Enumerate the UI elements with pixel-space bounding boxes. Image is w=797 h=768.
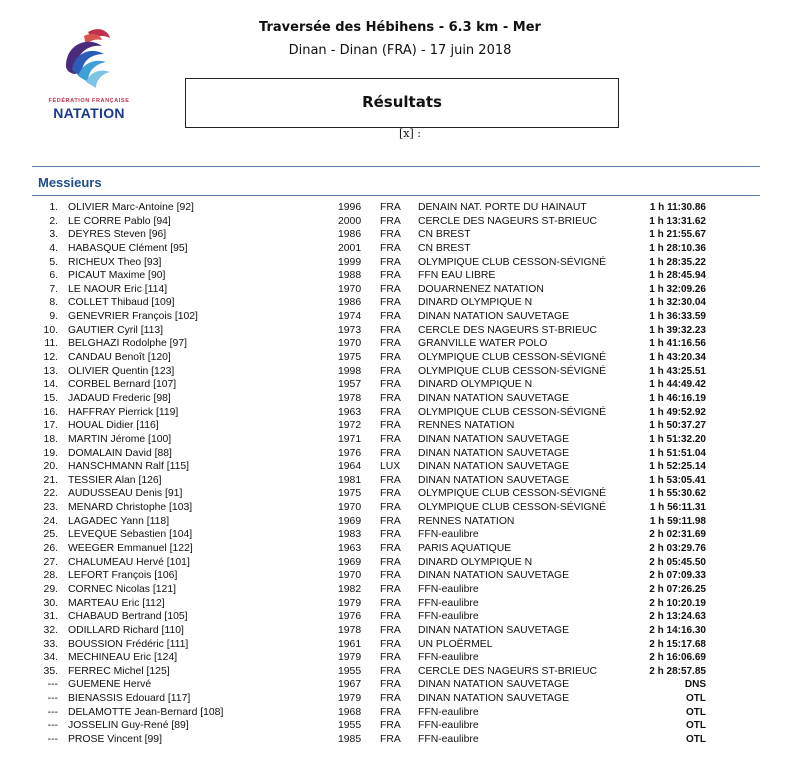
result-row <box>0 242 797 256</box>
result-name: HAFFRAY Pierrick [119] <box>68 406 179 418</box>
result-rank: 25. <box>43 529 58 541</box>
result-nationality: FRA <box>380 283 401 295</box>
result-row <box>0 215 797 229</box>
result-time: 2 h 15:17.68 <box>649 638 706 650</box>
result-year: 1970 <box>338 570 362 582</box>
result-row <box>0 283 797 297</box>
result-name: OLIVIER Quentin [123] <box>68 365 175 377</box>
result-nationality: FRA <box>380 733 401 745</box>
result-row <box>0 419 797 433</box>
result-rank: 31. <box>43 611 58 623</box>
result-rank: 24. <box>43 515 58 527</box>
result-club: RENNES NATATION <box>418 420 515 432</box>
result-time: 1 h 50:37.27 <box>649 420 706 432</box>
result-time: 2 h 28:57.85 <box>649 665 706 677</box>
result-time: 1 h 28:35.22 <box>649 256 706 268</box>
result-year: 1975 <box>338 488 362 500</box>
result-club: FFN-eaulibre <box>418 720 479 732</box>
result-rank: --- <box>47 720 58 732</box>
result-club: FFN-eaulibre <box>418 583 479 595</box>
result-row <box>0 201 797 215</box>
result-nationality: FRA <box>380 297 401 309</box>
result-row <box>0 474 797 488</box>
result-name: LEVEQUE Sebastien [104] <box>68 529 193 541</box>
result-time: 1 h 53:05.41 <box>649 474 706 486</box>
result-name: LE CORRE Pablo [94] <box>68 215 171 227</box>
result-rank: 28. <box>43 570 58 582</box>
result-club: RENNES NATATION <box>418 515 515 527</box>
result-rank: 1. <box>49 202 58 213</box>
result-club: FFN-eaulibre <box>418 597 479 609</box>
result-name: MARTEAU Eric [112] <box>68 597 165 609</box>
result-name: GUEMENE Hervé <box>68 679 152 691</box>
result-year: 1979 <box>338 597 362 609</box>
result-year: 1955 <box>338 665 362 677</box>
result-time: 1 h 11:30.86 <box>649 202 706 213</box>
result-nationality: FRA <box>380 597 401 609</box>
result-time: 1 h 51:51.04 <box>649 447 706 459</box>
result-club: CN BREST <box>418 229 471 241</box>
result-name: ODILLARD Richard [110] <box>68 624 184 636</box>
result-year: 1996 <box>338 202 362 213</box>
result-rank: 29. <box>43 583 58 595</box>
result-rank: 6. <box>49 270 58 282</box>
result-rank: 27. <box>43 556 58 568</box>
result-club: DINARD OLYMPIQUE N <box>418 379 533 391</box>
result-name: HANSCHMANN Ralf [115] <box>68 461 190 473</box>
results-list <box>0 201 797 747</box>
result-row <box>0 433 797 447</box>
ffn-emblem-icon <box>58 26 120 96</box>
result-year: 1968 <box>338 706 362 718</box>
result-name: CANDAU Benoît [120] <box>68 352 171 364</box>
result-club: CERCLE DES NAGEURS ST-BRIEUC <box>418 665 597 677</box>
result-row <box>0 528 797 542</box>
result-name: FERREC Michel [125] <box>68 665 170 677</box>
result-name: BIENASSIS Edouard [117] <box>68 693 191 705</box>
result-nationality: FRA <box>380 611 401 623</box>
result-nationality: FRA <box>380 529 401 541</box>
result-year: 1961 <box>338 638 362 650</box>
result-nationality: FRA <box>380 665 401 677</box>
result-row <box>0 324 797 338</box>
result-row <box>0 365 797 379</box>
result-rank: --- <box>47 706 58 718</box>
result-name: COLLET Thibaud [109] <box>68 297 175 309</box>
result-time: 1 h 41:16.56 <box>649 338 706 350</box>
result-rank: 23. <box>43 502 58 514</box>
result-year: 1986 <box>338 229 362 241</box>
result-rank: 16. <box>43 406 58 418</box>
result-rank: 15. <box>43 392 58 404</box>
result-club: DINAN NATATION SAUVETAGE <box>418 433 570 445</box>
result-time: 2 h 05:45.50 <box>649 556 706 568</box>
result-nationality: FRA <box>380 406 401 418</box>
result-nationality: FRA <box>380 202 401 213</box>
result-rank: --- <box>47 679 58 691</box>
result-year: 1978 <box>338 624 362 636</box>
result-nationality: FRA <box>380 215 401 227</box>
result-year: 1988 <box>338 270 362 282</box>
result-time: 1 h 52:25.14 <box>649 461 706 473</box>
result-row <box>0 678 797 692</box>
result-name: MARTIN Jérome [100] <box>68 433 172 445</box>
result-club: PARIS AQUATIQUE <box>418 543 512 555</box>
result-year: 1955 <box>338 720 362 732</box>
result-time: OTL <box>686 720 706 732</box>
result-time: 1 h 36:33.59 <box>649 311 706 323</box>
result-nationality: FRA <box>380 652 401 664</box>
result-year: 1972 <box>338 420 362 432</box>
result-name: JOSSELIN Guy-René [89] <box>68 720 189 732</box>
result-club: DOUARNENEZ NATATION <box>418 283 544 295</box>
result-time: 2 h 07:26.25 <box>649 583 706 595</box>
result-club: DINAN NATATION SAUVETAGE <box>418 679 570 691</box>
result-club: OLYMPIQUE CLUB CESSON-SÉVIGNÉ <box>418 488 607 500</box>
result-row <box>0 651 797 665</box>
result-year: 1963 <box>338 543 362 555</box>
result-club: OLYMPIQUE CLUB CESSON-SÉVIGNÉ <box>418 256 607 268</box>
result-nationality: FRA <box>380 270 401 282</box>
result-name: LAGADEC Yann [118] <box>68 515 170 527</box>
result-rank: 9. <box>49 311 58 323</box>
result-rank: 5. <box>49 256 58 268</box>
result-row <box>0 706 797 720</box>
result-time: DNS <box>684 679 706 691</box>
result-time: 1 h 13:31.62 <box>649 215 706 227</box>
result-rank: 21. <box>43 474 58 486</box>
result-time: 1 h 49:52.92 <box>649 406 706 418</box>
result-name: PICAUT Maxime [90] <box>68 270 166 282</box>
result-row <box>0 542 797 556</box>
result-name: TESSIER Alan [126] <box>68 474 162 486</box>
result-time: 1 h 32:09.26 <box>649 283 706 295</box>
result-year: 1964 <box>338 461 362 473</box>
result-time: 1 h 21:55.67 <box>649 229 706 241</box>
result-row <box>0 406 797 420</box>
result-club: FFN EAU LIBRE <box>418 270 496 282</box>
result-year: 1978 <box>338 392 362 404</box>
result-year: 1970 <box>338 283 362 295</box>
result-rank: 10. <box>43 324 58 336</box>
result-year: 1969 <box>338 515 362 527</box>
result-rank: 4. <box>49 242 58 254</box>
result-time: 2 h 02:31.69 <box>649 529 706 541</box>
result-year: 1970 <box>338 338 362 350</box>
result-club: DENAIN NAT. PORTE DU HAINAUT <box>418 202 587 213</box>
result-year: 1979 <box>338 693 362 705</box>
result-row <box>0 392 797 406</box>
result-rank: 26. <box>43 543 58 555</box>
result-row <box>0 569 797 583</box>
result-nationality: FRA <box>380 638 401 650</box>
result-rank: 3. <box>49 229 58 241</box>
result-nationality: FRA <box>380 229 401 241</box>
result-row <box>0 447 797 461</box>
result-nationality: FRA <box>380 256 401 268</box>
result-name: LE NAOUR Eric [114] <box>68 283 168 295</box>
result-row <box>0 310 797 324</box>
result-nationality: FRA <box>380 474 401 486</box>
result-row <box>0 583 797 597</box>
result-club: DINAN NATATION SAUVETAGE <box>418 392 570 404</box>
result-nationality: FRA <box>380 693 401 705</box>
event-title: Traversée des Hébihens - 6.3 km - Mer <box>259 20 541 35</box>
result-row <box>0 665 797 679</box>
result-year: 2001 <box>338 242 362 254</box>
ffn-logo <box>44 26 134 122</box>
result-nationality: FRA <box>380 447 401 459</box>
result-name: JADAUD Frederic [98] <box>68 392 171 404</box>
result-club: FFN-eaulibre <box>418 706 479 718</box>
event-subtitle: Dinan - Dinan (FRA) - 17 juin 2018 <box>288 43 512 58</box>
divider-section <box>32 195 760 196</box>
result-row <box>0 610 797 624</box>
result-nationality: FRA <box>380 433 401 445</box>
result-club: FFN-eaulibre <box>418 611 479 623</box>
result-club: OLYMPIQUE CLUB CESSON-SÉVIGNÉ <box>418 502 607 514</box>
result-time: OTL <box>686 706 706 718</box>
result-rank: 22. <box>43 488 58 500</box>
result-year: 1985 <box>338 733 362 745</box>
result-nationality: FRA <box>380 379 401 391</box>
result-year: 1979 <box>338 652 362 664</box>
result-year: 1999 <box>338 256 362 268</box>
result-rank: --- <box>47 733 58 745</box>
result-row <box>0 269 797 283</box>
result-time: 2 h 16:06.69 <box>649 652 706 664</box>
result-rank: 14. <box>43 379 58 391</box>
result-rank: 20. <box>43 461 58 473</box>
result-nationality: FRA <box>380 706 401 718</box>
result-time: 1 h 43:25.51 <box>649 365 706 377</box>
result-time: 1 h 56:11.31 <box>649 502 706 514</box>
result-name: CHALUMEAU Hervé [101] <box>68 556 190 568</box>
result-year: 1982 <box>338 583 362 595</box>
result-club: DINARD OLYMPIQUE N <box>418 297 533 309</box>
result-club: OLYMPIQUE CLUB CESSON-SÉVIGNÉ <box>418 365 607 377</box>
result-time: OTL <box>686 693 706 705</box>
result-rank: --- <box>47 693 58 705</box>
result-time: 1 h 32:30.04 <box>649 297 706 309</box>
logo-natation-text: NATATION <box>53 105 125 121</box>
result-time: 2 h 14:16.30 <box>649 624 706 636</box>
result-row <box>0 556 797 570</box>
result-club: CERCLE DES NAGEURS ST-BRIEUC <box>418 215 597 227</box>
result-name: LEFORT François [106] <box>68 570 178 582</box>
result-time: 1 h 51:32.20 <box>649 433 706 445</box>
result-year: 1957 <box>338 379 362 391</box>
results-title-box <box>185 78 619 128</box>
result-time: 1 h 28:45.94 <box>649 270 706 282</box>
result-time: 2 h 03:29.76 <box>649 543 706 555</box>
result-club: FFN-eaulibre <box>418 652 479 664</box>
result-nationality: LUX <box>380 461 401 473</box>
result-nationality: FRA <box>380 488 401 500</box>
result-year: 1976 <box>338 611 362 623</box>
result-name: OLIVIER Marc-Antoine [92] <box>68 202 194 213</box>
result-row <box>0 296 797 310</box>
result-name: RICHEUX Theo [93] <box>68 256 162 268</box>
result-rank: 17. <box>43 420 58 432</box>
legend-text: [x] : <box>399 127 421 140</box>
result-club: DINAN NATATION SAUVETAGE <box>418 474 570 486</box>
result-name: AUDUSSEAU Denis [91] <box>68 488 183 500</box>
result-year: 1967 <box>338 679 362 691</box>
result-time: 2 h 10:20.19 <box>649 597 706 609</box>
result-club: OLYMPIQUE CLUB CESSON-SÉVIGNÉ <box>418 352 607 364</box>
result-nationality: FRA <box>380 352 401 364</box>
result-club: DINAN NATATION SAUVETAGE <box>418 311 570 323</box>
result-club: FFN-eaulibre <box>418 529 479 541</box>
result-name: CORBEL Bernard [107] <box>68 379 177 391</box>
result-rank: 35. <box>43 665 58 677</box>
result-nationality: FRA <box>380 556 401 568</box>
result-time: 2 h 07:09.33 <box>649 570 706 582</box>
result-name: CHABAUD Bertrand [105] <box>68 611 188 623</box>
result-rank: 7. <box>49 283 58 295</box>
result-rank: 30. <box>43 597 58 609</box>
result-year: 1986 <box>338 297 362 309</box>
result-time: 1 h 43:20.34 <box>649 352 706 364</box>
result-row <box>0 487 797 501</box>
result-nationality: FRA <box>380 515 401 527</box>
result-time: 1 h 59:11.98 <box>649 515 706 527</box>
result-time: 1 h 46:16.19 <box>649 392 706 404</box>
result-rank: 12. <box>43 352 58 364</box>
section-heading-messieurs: Messieurs <box>38 175 102 190</box>
result-year: 2000 <box>338 215 362 227</box>
result-nationality: FRA <box>380 338 401 350</box>
result-name: PROSE Vincent [99] <box>68 733 162 745</box>
result-nationality: FRA <box>380 570 401 582</box>
result-rank: 18. <box>43 433 58 445</box>
result-row <box>0 351 797 365</box>
result-time: 1 h 39:32.23 <box>649 324 706 336</box>
result-club: GRANVILLE WATER POLO <box>418 338 548 350</box>
logo-federation-text: FÉDÉRATION FRANÇAISE <box>48 98 130 104</box>
result-year: 1970 <box>338 502 362 514</box>
result-nationality: FRA <box>380 365 401 377</box>
results-heading: Résultats <box>362 93 442 111</box>
result-row <box>0 378 797 392</box>
result-year: 1973 <box>338 324 362 336</box>
result-row <box>0 515 797 529</box>
result-row <box>0 501 797 515</box>
result-club: CN BREST <box>418 242 471 254</box>
result-year: 1974 <box>338 311 362 323</box>
result-rank: 13. <box>43 365 58 377</box>
result-nationality: FRA <box>380 624 401 636</box>
result-row <box>0 638 797 652</box>
result-nationality: FRA <box>380 242 401 254</box>
result-row <box>0 228 797 242</box>
result-club: DINAN NATATION SAUVETAGE <box>418 461 570 473</box>
result-nationality: FRA <box>380 720 401 732</box>
result-club: DINAN NATATION SAUVETAGE <box>418 693 570 705</box>
result-time: 1 h 55:30.62 <box>649 488 706 500</box>
result-year: 1969 <box>338 556 362 568</box>
result-club: DINAN NATATION SAUVETAGE <box>418 624 570 636</box>
result-row <box>0 460 797 474</box>
result-club: UN PLOËRMEL <box>418 638 493 650</box>
result-time: 2 h 13:24.63 <box>649 611 706 623</box>
divider-top <box>32 166 760 167</box>
result-rank: 2. <box>49 215 58 227</box>
result-year: 1983 <box>338 529 362 541</box>
result-club: DINAN NATATION SAUVETAGE <box>418 570 570 582</box>
result-name: DOMALAIN David [88] <box>68 447 172 459</box>
result-row <box>0 597 797 611</box>
result-rank: 8. <box>49 297 58 309</box>
result-club: CERCLE DES NAGEURS ST-BRIEUC <box>418 324 597 336</box>
result-year: 1981 <box>338 474 362 486</box>
result-rank: 11. <box>44 338 58 350</box>
result-nationality: FRA <box>380 543 401 555</box>
result-name: HOUAL Didier [116] <box>68 420 159 432</box>
result-nationality: FRA <box>380 420 401 432</box>
result-rank: 19. <box>43 447 58 459</box>
result-row <box>0 692 797 706</box>
result-row <box>0 624 797 638</box>
result-time: 1 h 28:10.36 <box>649 242 706 254</box>
result-club: FFN-eaulibre <box>418 733 479 745</box>
result-nationality: FRA <box>380 311 401 323</box>
result-year: 1971 <box>338 433 362 445</box>
result-club: DINARD OLYMPIQUE N <box>418 556 533 568</box>
result-name: GENEVRIER François [102] <box>68 311 198 323</box>
result-rank: 32. <box>43 624 58 636</box>
result-name: CORNEC Nicolas [121] <box>68 583 176 595</box>
result-name: GAUTIER Cyril [113] <box>68 324 164 336</box>
result-name: DEYRES Steven [96] <box>68 229 167 241</box>
result-name: BELGHAZI Rodolphe [97] <box>68 338 187 350</box>
result-nationality: FRA <box>380 583 401 595</box>
result-row <box>0 337 797 351</box>
result-time: OTL <box>686 733 706 745</box>
result-name: DELAMOTTE Jean-Bernard [108] <box>68 706 224 718</box>
result-year: 1975 <box>338 352 362 364</box>
result-year: 1998 <box>338 365 362 377</box>
result-year: 1976 <box>338 447 362 459</box>
result-row <box>0 256 797 270</box>
result-name: HABASQUE Clément [95] <box>68 242 188 254</box>
result-year: 1963 <box>338 406 362 418</box>
result-name: MENARD Christophe [103] <box>68 502 193 514</box>
result-name: MECHINEAU Eric [124] <box>68 652 178 664</box>
result-name: WEEGER Emmanuel [122] <box>68 543 193 555</box>
result-rank: 34. <box>43 652 58 664</box>
result-nationality: FRA <box>380 392 401 404</box>
result-nationality: FRA <box>380 324 401 336</box>
result-nationality: FRA <box>380 679 401 691</box>
result-row <box>0 733 797 747</box>
result-time: 1 h 44:49.42 <box>649 379 706 391</box>
result-row <box>0 719 797 733</box>
result-club: OLYMPIQUE CLUB CESSON-SÉVIGNÉ <box>418 406 607 418</box>
result-rank: 33. <box>43 638 58 650</box>
result-club: DINAN NATATION SAUVETAGE <box>418 447 570 459</box>
result-name: BOUSSION Frédéric [111] <box>68 638 189 650</box>
result-nationality: FRA <box>380 502 401 514</box>
